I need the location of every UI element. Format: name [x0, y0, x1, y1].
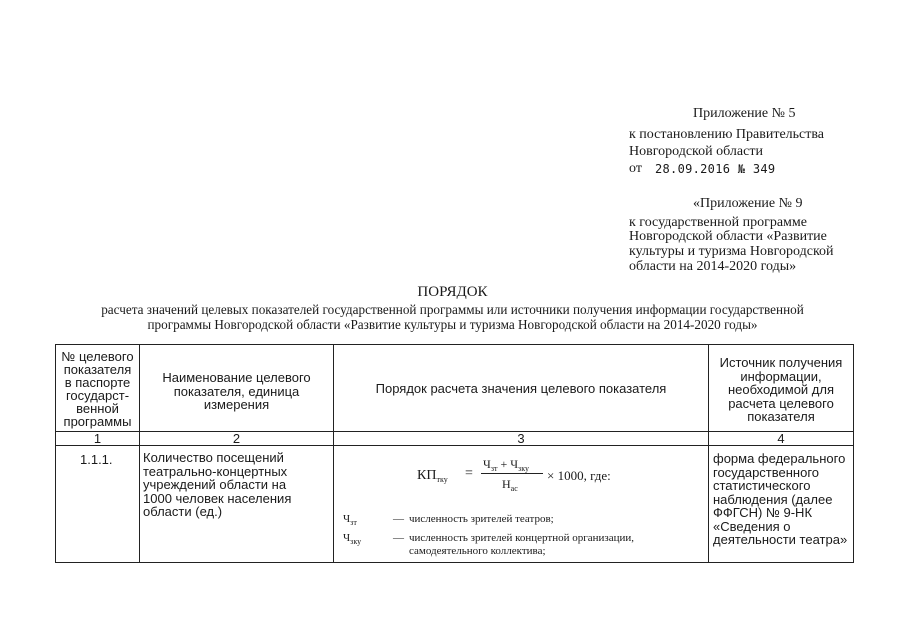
formula-numerator: $Ч_{зт} + Ч_{зку}$ [483, 457, 529, 473]
appendix2-title: «Приложение № 9 [693, 196, 803, 211]
appendix2-line-4: области на 2014-2020 годы» [629, 259, 797, 274]
appendix-line-2: Новгородской области [629, 144, 763, 159]
var-description: численность зрителей театров; [409, 513, 554, 525]
row-source: форма федерального государственного статистического наблюдения (далее ФФГСН) № 9-НК «Сведения о деятельности театра» [713, 451, 848, 547]
appendix2-line-3: культуры и туризма Новгородской [629, 244, 834, 259]
header-col-1: № целевого показателя в паспорте государст- венной программы [61, 349, 134, 429]
page-subtitle-1: расчета значений целевых показателей государственной программы или источники получения информации государственной [101, 302, 804, 317]
formula-tail: × 1000, где: [547, 468, 611, 483]
formula-fraction-bar [481, 473, 543, 474]
appendix-title: Приложение № 5 [693, 106, 796, 121]
page-subtitle-2: программы Новгородской области «Развитие культуры и туризма Новгородской области на 2014-2020 годы» [147, 317, 758, 332]
var-description: численность зрителей концертной организации, самодеятельного коллектива; [409, 532, 635, 557]
var-symbol: $Ч_{зт}$ [343, 513, 357, 527]
appendix-line-1: к постановлению Правительства [629, 127, 825, 142]
var-dash: — [393, 513, 404, 525]
header-col-4: Источник получения информации, необходимой для расчета целевого показателя [719, 355, 843, 424]
formula-denominator: $Н_{ас}$ [502, 477, 518, 493]
var-dash: — [393, 532, 404, 544]
appendix-date: 28.09.2016 № 349 [655, 162, 776, 176]
col-number-2: 2 [232, 431, 241, 446]
appendix-date-prefix: от [629, 161, 642, 176]
col-number-3: 3 [517, 431, 525, 446]
var-symbol: $Ч_{зку}$ [343, 532, 362, 546]
row-id: 1.1.1. [80, 452, 113, 467]
header-col-2: Наименование целевого показателя, единица измерения [162, 370, 311, 412]
page-title: ПОРЯДОК [417, 284, 488, 300]
header-col-3: Порядок расчета значения целевого показателя [375, 381, 667, 396]
appendix2-line-2: Новгородской области «Развитие [629, 229, 827, 244]
col-number-1: 1 [93, 431, 102, 446]
appendix2-line-1: к государственной программе [629, 215, 807, 230]
col-number-4: 4 [777, 431, 785, 446]
formula-eq: = [465, 466, 473, 481]
formula-lhs: $КП_{тку}$ [417, 468, 448, 484]
row-indicator-name: Количество посещений театрально-концертных учреждений области на 1000 человек населения области (ед.) [143, 450, 292, 519]
